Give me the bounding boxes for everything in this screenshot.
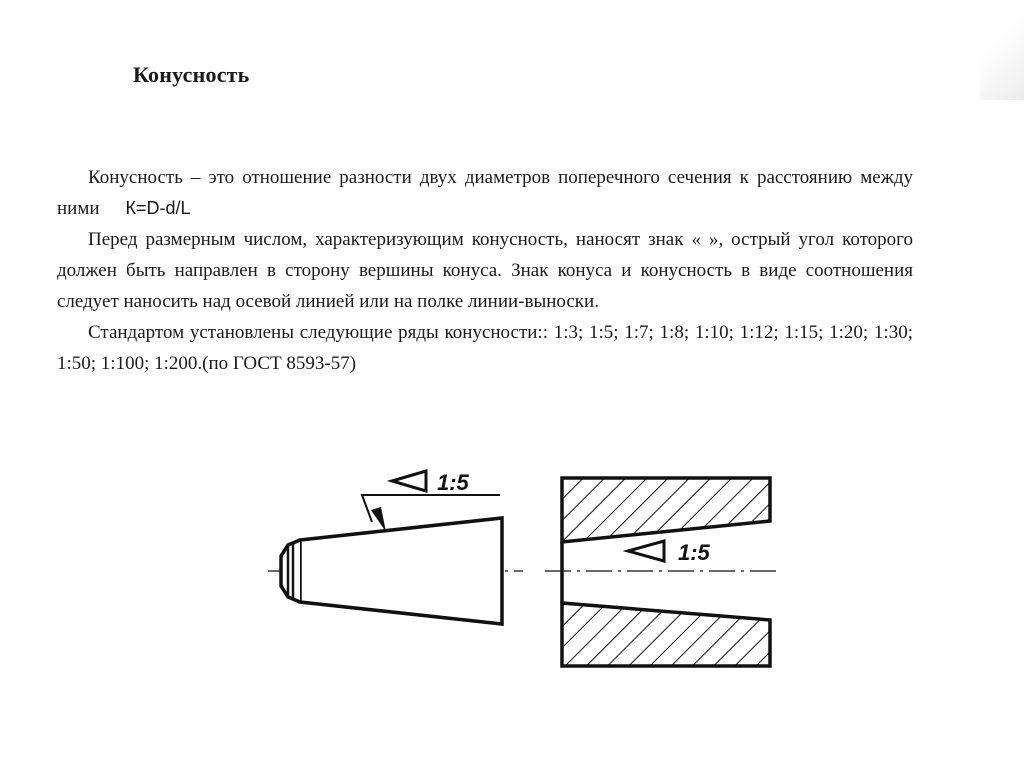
corner-shade [980, 0, 1024, 100]
body-text [57, 162, 913, 379]
taper-formula: К=D-d/L [125, 198, 191, 218]
left-taper-label: 1:5 [437, 470, 469, 495]
shaft-view [268, 470, 523, 624]
lower-hatched-section [562, 603, 770, 666]
paragraph-sign-rules: Перед размерным числом, характеризующим конусность, наносят знак « », острый угол которого должен быть направлен в сторону вершины конуса. Знак конуса и конусность в виде соотношения следует наносить над осевой линией или на полке линии-выноски. [57, 229, 913, 312]
taper-drawing [0, 440, 1024, 685]
taper-sign-icon [392, 471, 426, 491]
definition-text: Конусность – это отношение разности двух диаметров поперечного сечения к расстоянию между ними [57, 167, 913, 219]
taper-sign-icon-right [628, 541, 664, 561]
slide-title: Конусность [133, 62, 250, 87]
paragraph-standard-series: Стандартом установлены следующие ряды конусности:: 1:3; 1:5; 1:7; 1:8; 1:10; 1:12; 1:15; 1:20; 1:30; 1:50; 1:100; 1:200.(по ГОСТ 8593-57) [57, 322, 913, 374]
upper-hatched-section [562, 478, 770, 542]
shaft-chamfer [281, 540, 300, 602]
conical-shaft [300, 518, 502, 624]
right-taper-label: 1:5 [678, 540, 710, 565]
paragraph-definition [57, 162, 913, 224]
hole-view [545, 478, 782, 666]
leader-arrowhead [371, 507, 386, 532]
